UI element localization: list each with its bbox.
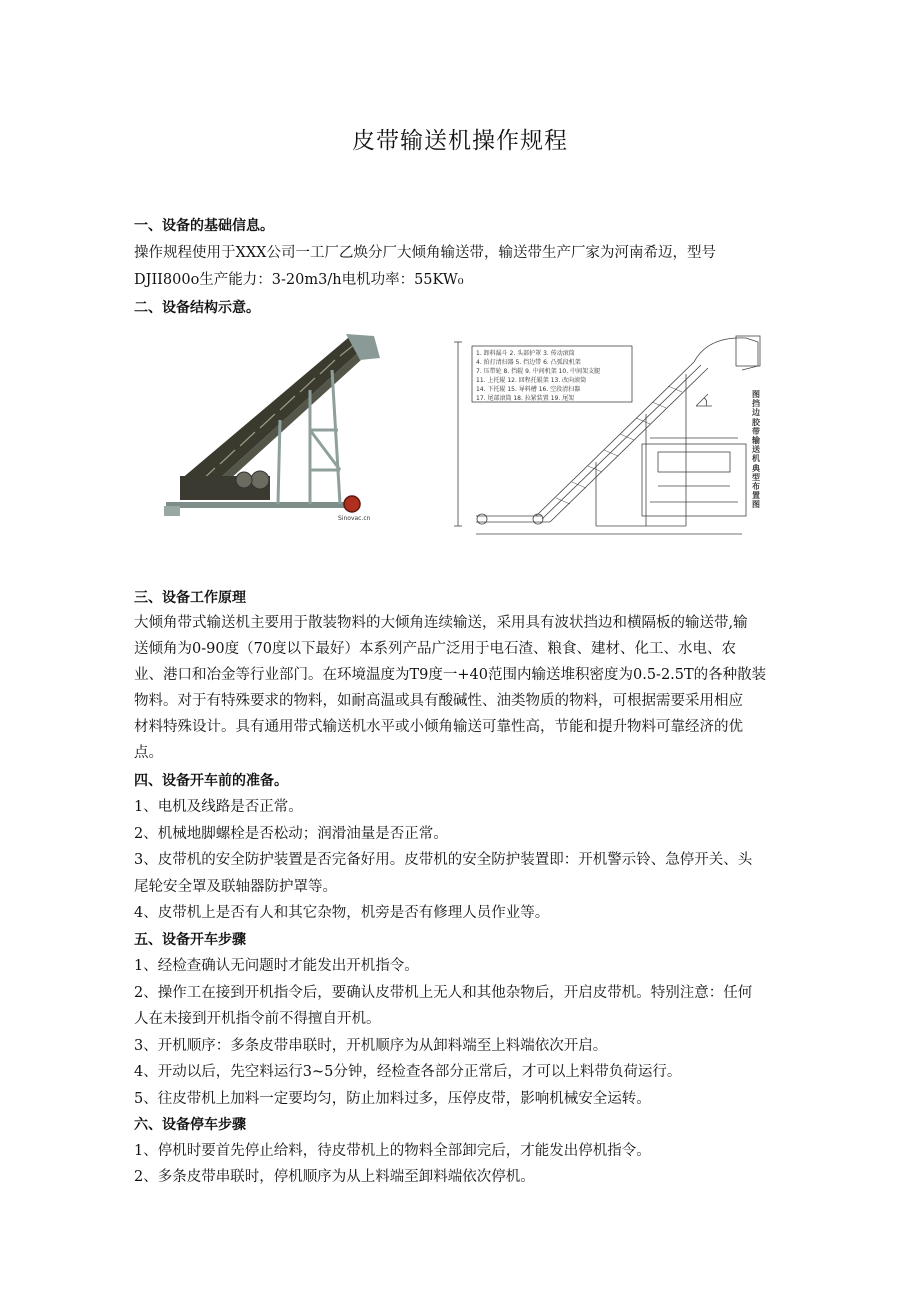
section-2-heading: 二、设备结构示意。 [134,300,260,316]
svg-text:Sinovac.cn: Sinovac.cn [338,515,371,520]
section-6-line: 1、停机时要首先停止给料，待皮带机上的物料全部卸完后，才能发出停机指令。 [134,1143,651,1159]
drawing-legend-line: 14. 下托辊 15. 导料槽 16. 空段清扫器 [476,386,581,393]
section-3-line: 大倾角带式输送机主要用于散装物料的大倾角连续输送，采用具有波状挡边和横隔板的输送带,输 [134,615,748,631]
section-5-line: 5、往皮带机上加料一定要均匀，防止加料过多，压停皮带，影响机械安全运转。 [134,1091,651,1107]
section-3-line: 送倾角为0-90度（70度以下最好）本系列产品广泛用于电石渣、粮食、建材、化工、水电、农 [134,641,737,657]
section-4-line: 1、电机及线路是否正常。 [134,799,303,815]
section-4-line: 3、皮带机的安全防护装置是否完备好用。皮带机的安全防护装置即：开机警示铃、急停开关、头 [134,852,753,868]
section-5-line: 4、开动以后，先空料运行3~5分钟，经检查各部分正常后，才可以上料带负荷运行。 [134,1064,682,1080]
section-6-line: 2、多条皮带串联时，停机顺序为从上料端至卸料端依次停机。 [134,1169,535,1185]
section-3-line: 点。 [134,745,163,761]
section-1-heading: 一、设备的基础信息。 [134,218,274,234]
section-5-heading: 五、设备开车步骤 [134,932,246,948]
drawing-legend-line: 7. 压带轮 8. 挡辊 9. 中间机架 10. 中间架支腿 [476,368,601,375]
section-3-line: 材料特殊设计。具有通用带式输送机水平或小倾角输送可靠性高，节能和提升物料可靠经济的优 [134,719,743,735]
section-5-line: 1、经检查确认无问题时才能发出开机指令。 [134,958,419,974]
section-4-line: 尾轮安全罩及联轴器防护罩等。 [134,879,337,895]
drawing-legend-line: 17. 尾部滚筒 18. 拉紧装置 19. 尾架 [476,395,575,402]
section-4-heading: 四、设备开车前的准备。 [134,773,288,789]
drawing-legend-line: 4. 拍打清扫器 5. 挡边带 6. 凸弧段机架 [476,359,581,366]
section-6-heading: 六、设备停车步骤 [134,1117,246,1133]
section-3-line: 业、港口和冶金等行业部门。在环境温度为T9度一+40范围内输送堆积密度为0.5-2.5T的各种散装 [134,667,767,683]
section-3-line: 物料。对于有特殊要求的物料，如耐高温或具有酸碱性、油类物质的物料，可根据需要采用相应 [134,693,743,709]
conveyor-technical-drawing [446,326,776,544]
section-5-line: 人在未接到开机指令前不得擅自开机。 [134,1011,381,1027]
drawing-caption: 图挡边胶带输送机典型布置图 [752,390,760,510]
section-1-line: 操作规程使用于XXX公司一工厂乙焕分厂大倾角输送带，输送带生产厂家为河南希迈，型号 [134,245,716,261]
section-4-line: 2、机械地脚螺栓是否松动；润滑油量是否正常。 [134,826,448,842]
section-4-line: 4、皮带机上是否有人和其它杂物，机旁是否有修理人员作业等。 [134,905,550,921]
section-1-line: DJII800o生产能力：3-20m3/h电机功率：55KW₀ [134,272,464,288]
document-title: 皮带输送机操作规程 [352,128,568,154]
section-5-line: 2、操作工在接到开机指令后，要确认皮带机上无人和其他杂物后，开启皮带机。特别注意：任何 [134,985,753,1001]
conveyor-photo [160,330,380,520]
section-5-line: 3、开机顺序：多条皮带串联时，开机顺序为从卸料端至上料端依次开启。 [134,1038,608,1054]
drawing-legend-line: 11. 上托辊 12. 回程托辊架 13. 改向滚筒 [476,377,587,384]
drawing-legend-line: 1. 卸料漏斗 2. 头部护罩 3. 传动滚筒 [476,350,575,357]
section-3-heading: 三、设备工作原理 [134,590,246,606]
